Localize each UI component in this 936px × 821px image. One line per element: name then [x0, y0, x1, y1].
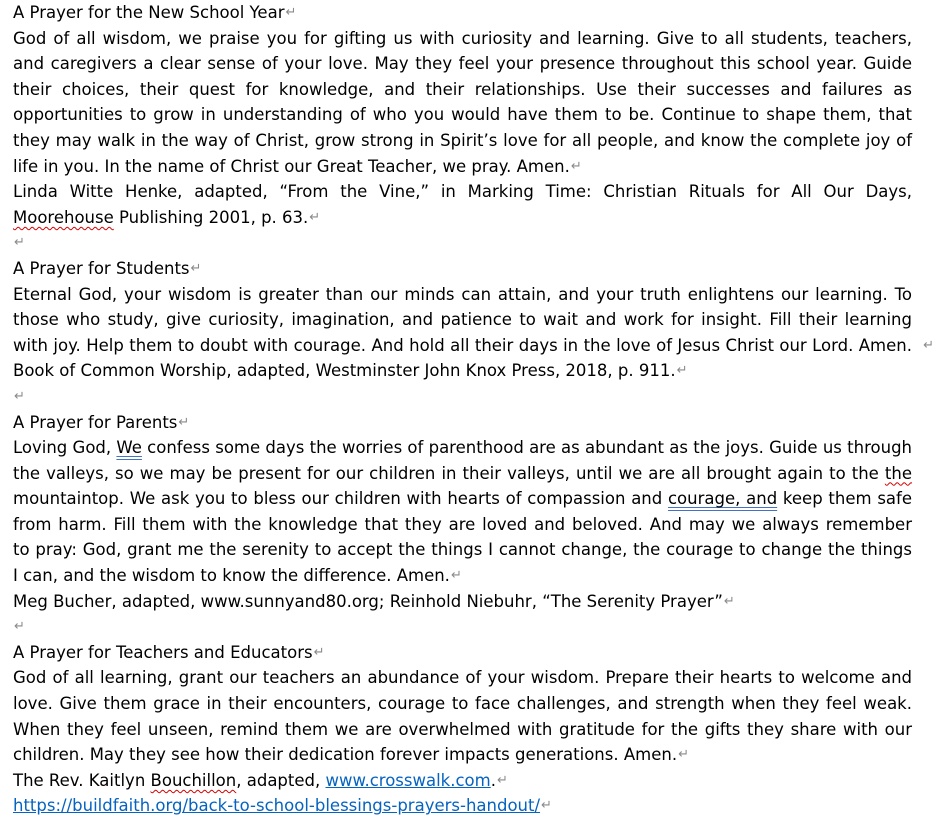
citation-line-last: Moorehouse Publishing 2001, p. 63.↵	[13, 207, 321, 227]
paragraph-mark: ↵	[450, 568, 462, 584]
source-line	[13, 793, 912, 819]
body-line-last: life in you. In the name of Christ our Great Teacher, we pray. Amen.↵	[13, 156, 582, 176]
citation-line: Book of Common Worship, adapted, Westminster John Knox Press, 2018, p. 911.↵	[13, 361, 688, 381]
buildfaith-link[interactable]: https://buildfaith.org/back-to-school-blessings-prayers-handout/	[13, 796, 541, 816]
body-line: and caregivers a clear sense of your love. May they feel your presence throughout this school year. Guide	[13, 54, 912, 74]
empty-paragraph	[13, 230, 912, 256]
grammar-flag: We	[116, 438, 142, 458]
document-page	[13, 0, 934, 819]
citation-line: Linda Witte Henke, adapted, “From the Vine,” in Marking Time: Christian Rituals for All Our Days,	[13, 182, 912, 202]
spellcheck-word: Bouchillon	[150, 770, 237, 790]
paragraph-mark: ↵	[309, 209, 321, 225]
body-line: When they feel unseen, remind them we are overwhelmed with gratitude for the gifts they share with our	[13, 719, 912, 739]
body-line: opportunities to grow in understanding of who you would have them to be. Continue to shape them, that	[13, 105, 912, 125]
empty-paragraph	[13, 614, 912, 640]
body-line: Eternal God, your wisdom is greater than our minds can attain, and your truth enlightens our learning. To	[13, 284, 912, 304]
body-line-last: with joy. Help them to doubt with courage. And hold all their days in the love of Jesus Christ our Lord. Amen. ↵	[13, 333, 912, 359]
paragraph-mark: ↵	[14, 388, 25, 404]
body-line: God of all wisdom, we praise you for gifting us with curiosity and learning. Give to all students, teachers,	[13, 28, 912, 48]
paragraph-mark: ↵	[14, 619, 25, 635]
paragraph-mark: ↵	[676, 363, 688, 379]
body-line: mountaintop. We ask you to bless our children with hearts of compassion and courage, and keep them safe	[13, 489, 912, 509]
body-line-last: I can, and the wisdom to know the difference. Amen.↵	[13, 566, 462, 586]
section-title-new-school-year: A Prayer for the New School Year↵	[13, 3, 297, 22]
paragraph-mark: ↵	[678, 747, 689, 763]
citation-line: The Rev. Kaitlyn Bouchillon, adapted, www.crosswalk.com.↵	[13, 770, 508, 790]
body-line: to pray: God, grant me the serenity to accept the things I cannot change, the courage to change the things	[13, 540, 912, 560]
grammar-flag: courage, and	[667, 489, 778, 509]
crosswalk-link[interactable]: www.crosswalk.com	[325, 770, 491, 790]
body-line: the valleys, so we may be present for our children in their valleys, until we are all brought again to the the	[13, 463, 912, 483]
body-line: those who study, give curiosity, imagination, and patience to wait and work for insight. Fill their learning	[13, 310, 912, 330]
paragraph-mark: ↵	[178, 414, 190, 430]
paragraph-mark: ↵	[285, 5, 297, 20]
paragraph-mark: ↵	[190, 260, 202, 276]
empty-paragraph	[13, 384, 912, 410]
paragraph-mark: ↵	[313, 644, 325, 660]
paragraph-mark: ↵	[923, 337, 934, 353]
citation-line: Meg Bucher, adapted, www.sunnyand80.org; Reinhold Niebuhr, “The Serenity Prayer”↵	[13, 591, 735, 611]
body-line: God of all learning, grant our teachers an abundance of your wisdom. Prepare their hearts to welcome and	[13, 668, 912, 688]
body-line: they may walk in the way of Christ, grow strong in Spirit’s love for all people, and know the complete joy of	[13, 130, 912, 150]
body-line: from harm. Fill them with the knowledge that they are loved and beloved. And may we always remember	[13, 514, 912, 534]
body-line: Loving God, We confess some days the worries of parenthood are as abundant as the joys. Guide us through	[13, 438, 912, 458]
paragraph-mark: ↵	[496, 772, 508, 788]
body-line: love. Give them grace in their encounters, courage to face challenges, and strength when they feel weak.	[13, 694, 912, 714]
section-title-parents: A Prayer for Parents↵	[13, 412, 190, 432]
section-title-students: A Prayer for Students↵	[13, 258, 202, 278]
section-title-teachers: A Prayer for Teachers and Educators↵	[13, 642, 325, 662]
body-line: their choices, their quest for knowledge, and their relationships. Use their successes and failures as	[13, 79, 912, 99]
paragraph-mark: ↵	[723, 593, 735, 609]
body-line-last: children. May they see how their dedication forever impacts generations. Amen.↵	[13, 745, 689, 765]
spellcheck-word: the	[884, 463, 912, 483]
paragraph-mark: ↵	[570, 158, 582, 174]
spellcheck-word: Moorehouse	[13, 207, 114, 227]
paragraph-mark: ↵	[541, 798, 552, 814]
paragraph-mark: ↵	[14, 235, 25, 251]
